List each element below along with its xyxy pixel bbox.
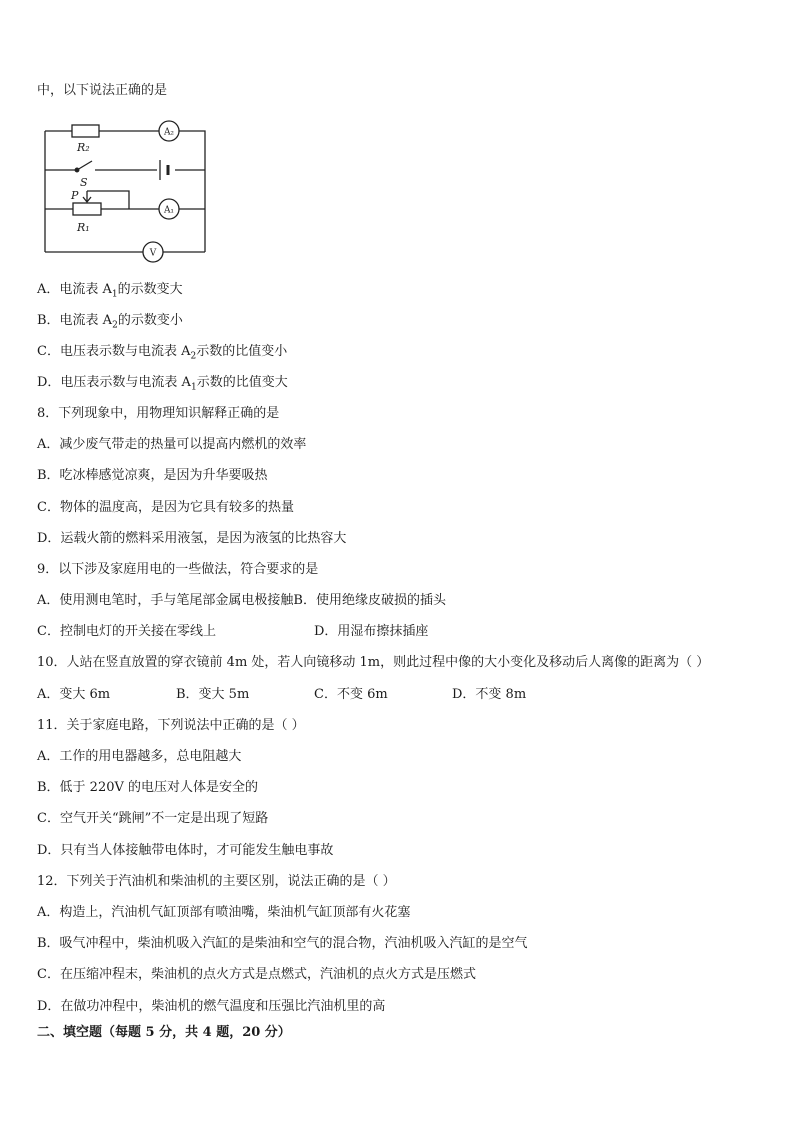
- wire-p: [87, 191, 129, 209]
- q9-option-ab: A．使用测电笔时，手与笔尾部金属电极接触B．使用绝缘皮破损的插头: [37, 593, 446, 608]
- question-intro: 中，以下说法正确的是: [37, 83, 168, 98]
- label-a1: A₁: [163, 205, 175, 216]
- resistor-r2: [72, 125, 99, 137]
- label-v: V: [149, 248, 157, 259]
- label-a2: A₂: [163, 127, 175, 138]
- q9-option-d: D．用湿布擦抹插座: [314, 624, 429, 639]
- q7-option-d: D．电压表示数与电流表 $A_1$示数的比值变大: [37, 375, 288, 393]
- label-s: S: [80, 176, 88, 189]
- q10-option-b: B．变大 5m: [176, 687, 250, 702]
- q10-option-c: C．不变 6m: [314, 687, 388, 702]
- q11-option-c: C．空气开关“跳闸”不一定是出现了短路: [37, 811, 269, 826]
- circuit-diagram: [37, 115, 217, 265]
- q9-option-c: C．控制电灯的开关接在零线上: [37, 624, 216, 639]
- q10-option-d: D．不变 8m: [452, 687, 527, 702]
- q12-option-c: C．在压缩冲程末，柴油机的点火方式是点燃式，汽油机的点火方式是压燃式: [37, 967, 476, 982]
- label-r1: R₁: [77, 221, 90, 234]
- q12-option-b: B．吸气冲程中，柴油机吸入汽缸的是柴油和空气的混合物，汽油机吸入汽缸的是空气: [37, 936, 528, 951]
- q11-option-b: B．低于 220V 的电压对人体是安全的: [37, 780, 259, 795]
- q8-stem: 8．下列现象中，用物理知识解释正确的是: [37, 406, 280, 421]
- q11-option-a: A．工作的用电器越多，总电阻越大: [37, 749, 242, 764]
- q8-option-a: A．减少废气带走的热量可以提高内燃机的效率: [37, 437, 307, 452]
- q10-option-a: A．变大 6m: [37, 687, 111, 702]
- q8-option-b: B．吃冰棒感觉凉爽，是因为升华要吸热: [37, 468, 268, 483]
- resistor-r1: [73, 203, 101, 215]
- label-r2: R₂: [77, 141, 90, 154]
- q8-option-c: C．物体的温度高，是因为它具有较多的热量: [37, 500, 294, 515]
- q7-option-b: B．电流表 $A_2$的示数变小: [37, 313, 183, 331]
- q8-option-d: D．运载火箭的燃料采用液氢，是因为液氢的比热容大: [37, 531, 347, 546]
- q11-stem: 11．关于家庭电路，下列说法中正确的是（ ）: [37, 718, 305, 733]
- q12-stem: 12．下列关于汽油机和柴油机的主要区别，说法正确的是（ ）: [37, 874, 396, 889]
- q10-stem: 10．人站在竖直放置的穿衣镜前 4m 处，若人向镜移动 1m，则此过程中像的大小变化及移动后人离像的距离为（ ）: [37, 655, 710, 670]
- q9-stem: 9．以下涉及家庭用电的一些做法，符合要求的是: [37, 562, 319, 577]
- q7-option-a: A．电流表 $A_1$的示数变大: [37, 282, 183, 300]
- section-heading-fill-in: 二、填空题（每题 5 分，共 4 题，20 分）: [37, 1025, 291, 1040]
- q12-option-a: A．构造上，汽油机气缸顶部有喷油嘴，柴油机气缸顶部有火花塞: [37, 905, 411, 920]
- q11-option-d: D．只有当人体接触带电体时，才可能发生触电事故: [37, 843, 334, 858]
- q7-option-c: C．电压表示数与电流表 $A_2$示数的比值变小: [37, 344, 288, 362]
- q12-option-d: D．在做功冲程中，柴油机的燃气温度和压强比汽油机里的高: [37, 999, 386, 1014]
- label-p: P: [71, 189, 79, 202]
- switch-s: [77, 161, 92, 170]
